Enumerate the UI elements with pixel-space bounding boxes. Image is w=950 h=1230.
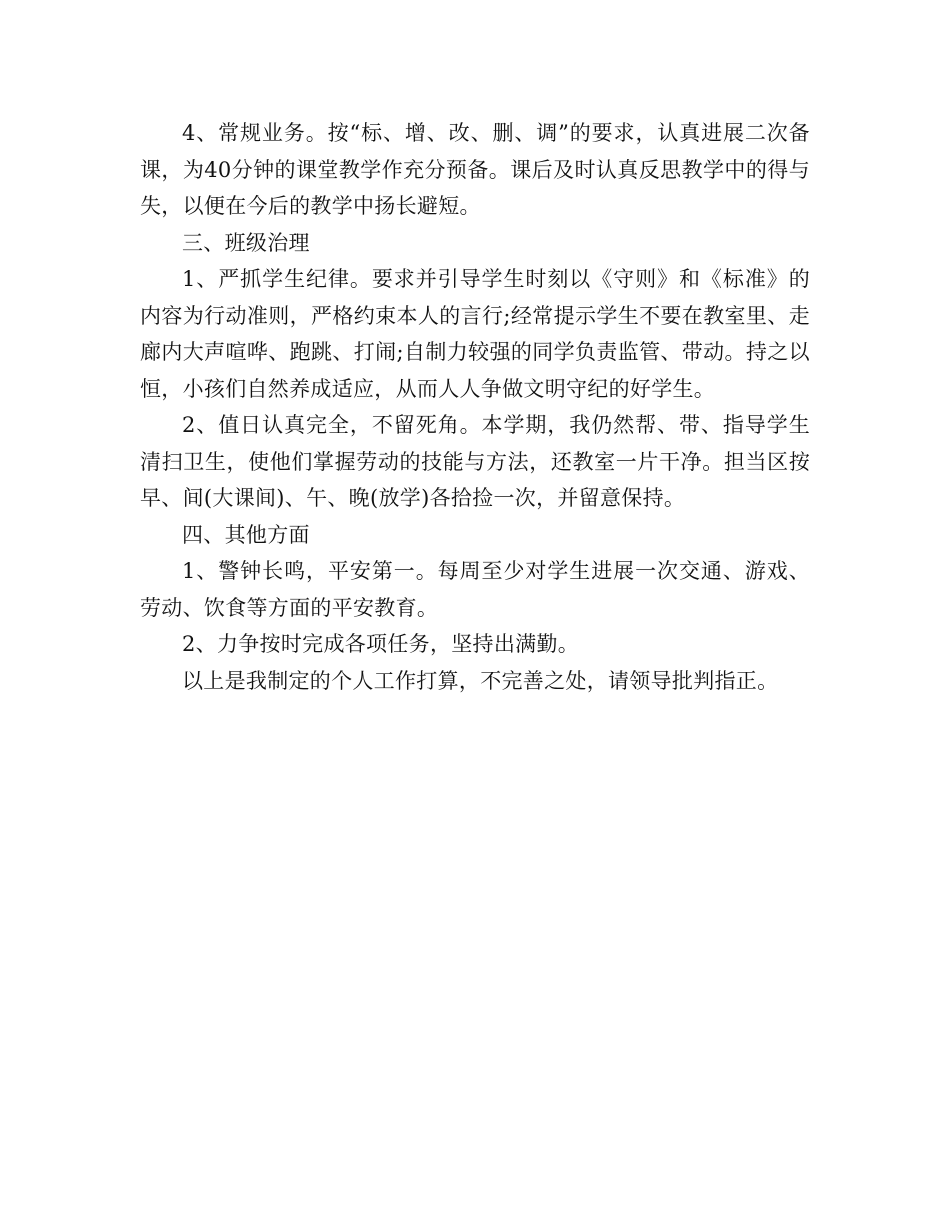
paragraph-duty-cleaning: 2、值日认真完全，不留死角。本学期，我仍然帮、带、指导学生清扫卫生，使他们掌握劳动的技能与方法，还教室一片干净。担当区按早、间(大课间)、午、晚(放学)各拾捡一次，并留意保持。	[140, 413, 810, 510]
section-heading-class-management: 三、班级治理	[182, 230, 310, 255]
section-heading-other-aspects: 四、其他方面	[182, 522, 310, 547]
paragraph-closing: 以上是我制定的个人工作打算，不完善之处，请领导批判指正。	[182, 668, 779, 693]
paragraph-discipline: 1、严抓学生纪律。要求并引导学生时刻以《守则》和《标准》的内容为行动准则，严格约束本人的言行;经常提示学生不要在教室里、走廊内大声喧哗、跑跳、打闹;自制力较强的同学负责监管、带动。持之以恒，小孩们自然养成适应，从而人人争做文明守纪的好学生。	[140, 267, 810, 401]
paragraph-routine-work: 4、常规业务。按“标、增、改、删、调”的要求，认真进展二次备课，为40分钟的课堂教学作充分预备。课后及时认真反思教学中的得与失，以便在今后的教学中扬长避短。	[140, 121, 810, 218]
paragraph-safety: 1、警钟长鸣，平安第一。每周至少对学生进展一次交通、游戏、劳动、饮食等方面的平安教育。	[140, 559, 810, 620]
paragraph-tasks: 2、力争按时完成各项任务，坚持出满勤。	[182, 632, 580, 656]
document-body	[140, 115, 810, 699]
